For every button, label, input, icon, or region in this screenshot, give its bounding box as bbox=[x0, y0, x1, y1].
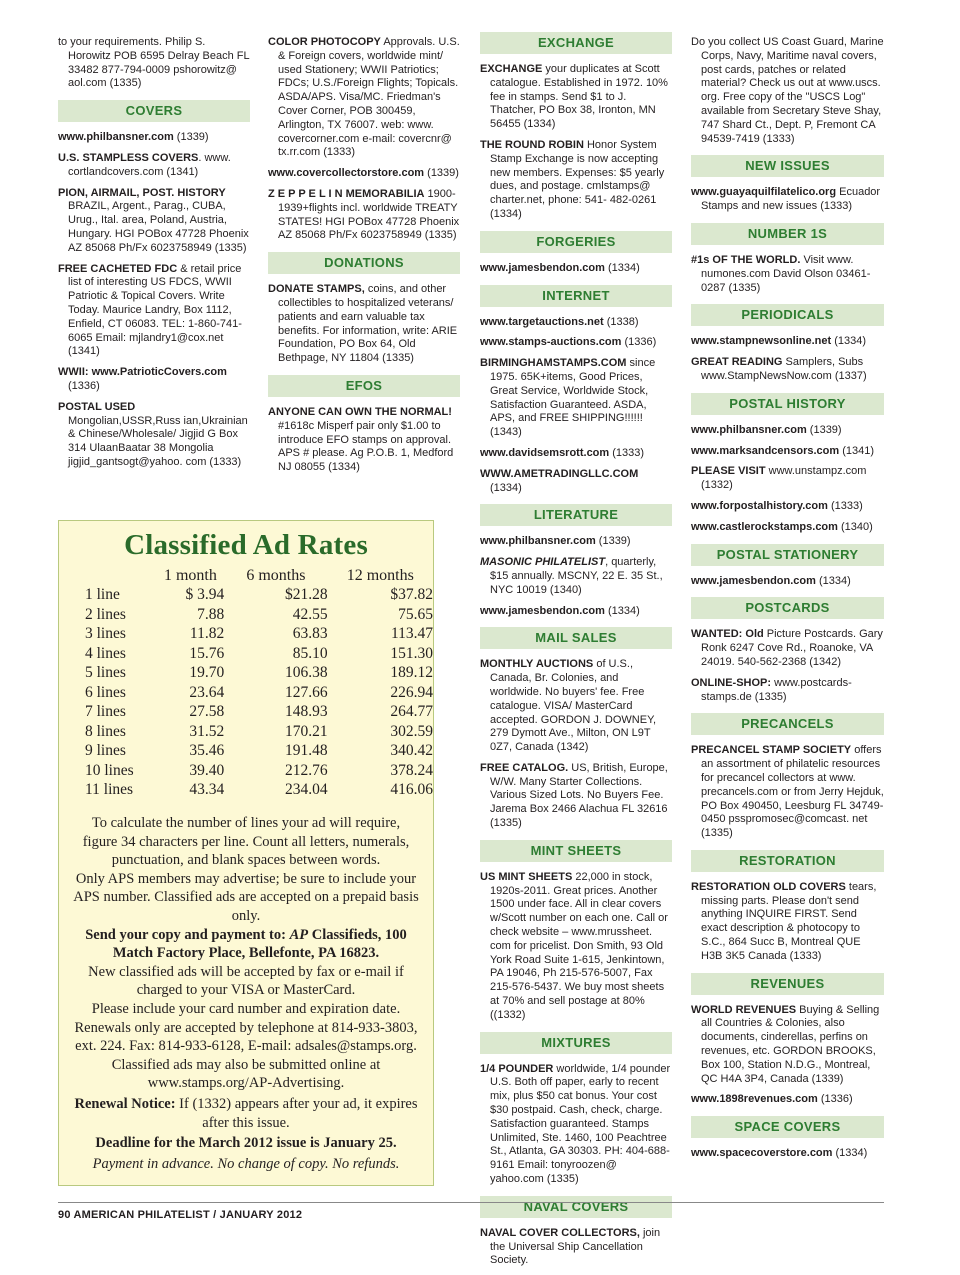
classified-ad: www.guayaquilfilatelico.org Ecuador Stamps and new issues (1333) bbox=[691, 186, 881, 213]
classified-ad: Z E P P E L I N MEMORABILIA 1900-1939+flights incl. worldwide TREATY STATES! HGI POBox 47728 Phoenix AZ 85068 Ph/Fx 6023758949 (1335) bbox=[268, 187, 460, 242]
rate-price-cell: 11.82 bbox=[189, 625, 225, 643]
rate-price-cell: 7.88 bbox=[197, 605, 225, 623]
heading-covers: COVERS bbox=[58, 100, 250, 122]
classified-ad: RESTORATION OLD COVERS tears, missing parts. Please don't send anything INQUIRE FIRST. Send exact description & photocopy to S.C., 864 Succ B, Montreal QUE H3B 3K5 Canada (1333) bbox=[691, 880, 877, 962]
rate-price-cell: 170.21 bbox=[284, 722, 328, 740]
classified-ad: www.targetauctions.net (1338) bbox=[480, 315, 639, 328]
classified-ad: BIRMINGHAMSTAMPS.COM since 1975. 65K+items, Good Prices, Great Service, Worldwide Stock, Satisfaction Guaranteed. ASDA, APS, and FREE SHIPPING!!!!!! (1343) bbox=[480, 357, 656, 439]
classified-ad: ANYONE CAN OWN THE NORMAL! #1618c Misperf pair only $1.00 to introduce EFO stamps on approval. APS # please. Ag P.O.B. 1, Medford NJ 08055 (1334) bbox=[268, 405, 454, 474]
rate-price-cell: $37.82 bbox=[390, 586, 433, 604]
heading-forgeries: FORGERIES bbox=[480, 231, 672, 253]
classified-ad: EXCHANGE your duplicates at Scott catalogue. Established in 1972. 10% fee in stamps. Send $1 to J. Thatcher, PO Box 38, Ironton, MN 56455 (1334) bbox=[480, 63, 668, 131]
header-cell: 1 month bbox=[163, 566, 217, 584]
classified-ad: ONLINE-SHOP: www.postcards-stamps.de (1335) bbox=[691, 676, 852, 703]
heading-new-issues: NEW ISSUES bbox=[691, 155, 884, 177]
rates-title: Classified Ad Rates bbox=[124, 529, 368, 561]
classified-ad: PION, AIRMAIL, POST. HISTORY BRAZIL, Argent., Parag., CUBA, Urug., Ital. area, Poland, Austria, Hungary. HGI POBox 47728 Phoenix AZ 85068 Ph/Fx 6023758949 (1335) bbox=[58, 186, 249, 254]
rate-price-cell: 63.83 bbox=[292, 625, 328, 643]
column-4 bbox=[691, 36, 884, 1168]
rate-price-cell: 189.12 bbox=[390, 664, 433, 682]
heading-naval-covers: NAVAL COVERS bbox=[480, 1196, 672, 1218]
classified-ad: www.jamesbendon.com (1334) bbox=[691, 574, 851, 587]
classified-ad: GREAT READING Samplers, Subs www.StampNewsNow.com (1337) bbox=[691, 356, 867, 382]
rate-lines-cell: 10 lines bbox=[85, 761, 134, 779]
rate-price-cell: 148.93 bbox=[284, 703, 328, 721]
rate-row bbox=[85, 781, 433, 801]
classified-ad: DONATE STAMPS, coins, and other collectibles to hospitalized veterans/ patients and earn valuable tax benefits. For information, write: ARIE Foundation, PO Box 64, Old Bethpage, NY 11804 (1335) bbox=[268, 283, 458, 365]
classified-ad: www.forpostalhistory.com (1333) bbox=[691, 499, 863, 512]
rate-lines-cell: 9 lines bbox=[85, 742, 126, 760]
rate-price-cell: 151.30 bbox=[390, 644, 433, 662]
rate-price-cell: 340.42 bbox=[390, 742, 433, 760]
classified-ad: WWII: www.PatrioticCovers.com (1336) bbox=[58, 366, 227, 392]
ad-intro: to your requirements. Philip S. Horowitz POB 6595 Delray Beach FL 33482 877-794-0009 pshorowitz@ aol.com (1335) bbox=[58, 36, 250, 90]
rate-row bbox=[85, 625, 433, 645]
heading-literature: LITERATURE bbox=[480, 504, 672, 526]
rate-row bbox=[85, 761, 433, 781]
rate-lines-cell: 1 line bbox=[85, 586, 120, 604]
classified-ad: www.1898revenues.com (1336) bbox=[691, 1093, 853, 1106]
rate-price-cell: 27.58 bbox=[189, 703, 225, 721]
rate-row bbox=[85, 644, 433, 664]
rate-price-cell: 35.46 bbox=[189, 742, 225, 760]
heading-mint-sheets: MINT SHEETS bbox=[480, 840, 672, 862]
classified-ad: WWW.AMETRADINGLLC.COM (1334) bbox=[480, 467, 639, 494]
classified-ad: U.S. STAMPLESS COVERS. www. cortlandcovers.com (1341) bbox=[58, 151, 231, 178]
rate-price-cell: 302.59 bbox=[390, 722, 433, 740]
rate-row bbox=[85, 683, 433, 703]
column-1 bbox=[58, 36, 250, 477]
classified-ad: #1s OF THE WORLD. Visit www. numones.com David Olson 03461-0287 (1335) bbox=[691, 253, 871, 294]
rate-price-cell: 19.70 bbox=[189, 664, 225, 682]
header-cell: 6 months bbox=[246, 566, 306, 584]
heading-postal-history: POSTAL HISTORY bbox=[691, 393, 884, 415]
rate-price-cell: 39.40 bbox=[189, 761, 225, 779]
rate-price-cell: $ 3.94 bbox=[185, 586, 225, 604]
heading-internet: INTERNET bbox=[480, 285, 672, 307]
header-cell: 12 months bbox=[346, 566, 414, 584]
heading-postal-stationery: POSTAL STATIONERY bbox=[691, 544, 884, 566]
classified-ad: NAVAL COVER COLLECTORS, join the Universal Ship Cancellation Society. bbox=[480, 1226, 661, 1267]
rates-paragraph: Please include your card number and expiration date. bbox=[91, 1000, 401, 1017]
rates-paragraph: Only APS members may advertise; be sure to include your APS number. Classified ads are accepted on a prepaid basis only. bbox=[73, 870, 419, 924]
rate-price-cell: 42.55 bbox=[292, 605, 328, 623]
classified-ad: US MINT SHEETS 22,000 in stock, 1920s-2011. Great prices. Another 1500 under face. All in clear covers w/Scott number on each one. Call or check website – www.mrussheet. com for pricelist. Don Smith, 93 Old York Road Suite 1-615, Jenkintown, PA 19046, Ph 215-576-5007, Fax 215-576-5437. We buy most sheets at 70% and sell postage at 80% ((1332) bbox=[480, 870, 668, 1021]
classified-ad: www.covercollectorstore.com (1339) bbox=[268, 167, 459, 180]
rates-deadline: Deadline for the March 2012 issue is January 25. bbox=[95, 1135, 397, 1152]
rates-table bbox=[85, 566, 433, 800]
classified-ad: MASONIC PHILATELIST, quarterly, $15 annually. MSCNY, 22 E. 35 St., NYC 10019 (1340) bbox=[480, 556, 663, 596]
heading-efos: EFOS bbox=[268, 375, 460, 397]
classified-ad: COLOR PHOTOCOPY Approvals. U.S. & Foreign covers, worldwide mint/ used Stationery; WWII Patriotics; FDCs; U.S./Foreign Flights; Topicals. ASDA/APS. Visa/MC. Friedman's Cover Corner, POB 300459, Arlington, TX 76007. web: www. covercorner.com e-mail: covercnr@ tx.rr.com (1333) bbox=[268, 36, 460, 159]
rate-row bbox=[85, 586, 433, 606]
heading-donations: DONATIONS bbox=[268, 252, 460, 274]
page-footer bbox=[58, 1202, 884, 1221]
classified-ad: www.philbansner.com (1339) bbox=[58, 131, 209, 144]
classified-ad: WORLD REVENUES Buying & Selling all Countries & Colonies, also documents, cinderellas, perfins on revenues, etc. GORDON BROOKS, Box 100, Station N.D.G., Montreal, QC H4A 3P4, Canada (1339) bbox=[691, 1003, 880, 1085]
rate-row bbox=[85, 742, 433, 762]
rate-price-cell: 191.48 bbox=[284, 742, 328, 760]
heading-revenues: REVENUES bbox=[691, 973, 884, 995]
classified-ad: www.davidsemsrott.com (1333) bbox=[480, 446, 645, 459]
footer-text: 90 AMERICAN PHILATELIST / JANUARY 2012 bbox=[58, 1209, 303, 1221]
column-2 bbox=[268, 36, 460, 482]
rate-price-cell: $21.28 bbox=[284, 586, 328, 604]
rate-price-cell: 226.94 bbox=[390, 683, 433, 701]
classified-ad-rates-box bbox=[58, 520, 434, 1186]
rates-paragraph: New classified ads will be accepted by fax or e-mail if charged to your VISA or MasterCard. bbox=[88, 963, 404, 999]
classified-ad: FREE CATALOG. US, British, Europe, W/W. Many Starter Collections. Various Sized Lots. No Buyers Fee. Jarema Box 2466 Alachua FL 32616 (1335) bbox=[480, 761, 668, 830]
classified-ad: www.philbansner.com (1339) bbox=[480, 535, 631, 548]
heading-restoration: RESTORATION bbox=[691, 850, 884, 872]
classified-ad: THE ROUND ROBIN Honor System Stamp Exchange is now accepting new members. Expenses: $5 yearly dues, and postage. cmlstamps@ charter.net, phone: 541- 482-0261 (1334) bbox=[480, 138, 665, 220]
rates-paragraph: To calculate the number of lines your ad will require, figure 34 characters per line. Count all letters, numerals, punctuation, and blank spaces between words. bbox=[82, 815, 410, 869]
heading-mail-sales: MAIL SALES bbox=[480, 627, 672, 649]
rates-send-to: Send your copy and payment to: AP Classifieds, 100 Match Factory Place, Bellefonte, PA 16823. bbox=[85, 926, 407, 962]
classified-ad: POSTAL USED Mongolian,USSR,Russ ian,Ukrainian & Chinese/Wholesale/ Jigjid G Box 314 UlaanBaatar 38 Mongolia jigjid_gantsogt@yahoo. com (1333) bbox=[58, 400, 248, 468]
classified-ad: www.philbansner.com (1339) bbox=[691, 423, 842, 436]
rate-price-cell: 75.65 bbox=[398, 605, 433, 623]
rate-price-cell: 106.38 bbox=[284, 664, 328, 682]
rate-price-cell: 23.64 bbox=[189, 683, 225, 701]
rate-row bbox=[85, 605, 433, 625]
rate-lines-cell: 11 lines bbox=[85, 781, 134, 799]
heading-periodicals: PERIODICALS bbox=[691, 304, 884, 326]
heading-exchange: EXCHANGE bbox=[480, 32, 672, 54]
classified-ad: PLEASE VISIT www.unstampz.com (1332) bbox=[691, 465, 867, 492]
classified-ad: www.jamesbendon.com (1334) bbox=[480, 604, 640, 617]
rate-price-cell: 378.24 bbox=[390, 761, 433, 779]
rate-row bbox=[85, 722, 433, 742]
rates-renewal: Renewal Notice: If (1332) appears after your ad, it expires after this issue. bbox=[74, 1095, 418, 1131]
rate-price-cell: 31.52 bbox=[189, 722, 225, 740]
classified-ad: www.castlerockstamps.com (1340) bbox=[691, 520, 873, 533]
rates-paragraph: Renewals only are accepted by telephone at 814-933-3803, ext. 224. Fax: 814-933-6128, E-mail: adsales@stamps.org. Classified ads may also be submitted online at www.stamps.org/AP-Advertising. bbox=[74, 1019, 418, 1092]
rates-instructions bbox=[73, 814, 419, 1173]
rates-header-row bbox=[85, 566, 433, 586]
classified-ad: 1/4 POUNDER worldwide, 1/4 pounder U.S. Both off paper, early to recent mix, plus $50 cat bonus. Your cost $30 postpaid. Cash, check, charge. Satisfaction guaranteed. Stamps Unlimited, Ste. 1460, 100 Peachtree St., Atlanta, GA 30303. PH: 404-688-9161 Email: tonyroozen@ yahoo.com (1335) bbox=[480, 1062, 671, 1186]
rate-price-cell: 234.04 bbox=[284, 781, 328, 799]
header-cell bbox=[85, 566, 157, 586]
rate-lines-cell: 4 lines bbox=[85, 644, 126, 662]
rate-price-cell: 264.77 bbox=[390, 703, 433, 721]
rate-lines-cell: 6 lines bbox=[85, 683, 126, 701]
classified-ad: MONTHLY AUCTIONS of U.S., Canada, Br. Colonies, and worldwide. No buyers' fee. Free catalogue. VISA/ MasterCard accepted. GORDON J. DOWNEY, 279 Dymott Ave., Milton, ON L9T 0Z7, Canada (1342) bbox=[480, 658, 657, 754]
rate-price-cell: 85.10 bbox=[292, 644, 328, 662]
heading-number-1s: NUMBER 1S bbox=[691, 223, 884, 245]
heading-mixtures: MIXTURES bbox=[480, 1032, 672, 1054]
rate-lines-cell: 8 lines bbox=[85, 722, 126, 740]
ad-intro: Do you collect US Coast Guard, Marine Corps, Navy, Maritime naval covers, post cards, patches or related material? Check us out at www.uscs. org. Free copy of the "USCS Log" available from Secretary Steve Shay, 747 Shard Ct., Dept. P, Fremont CA 94539-7419 (1333) bbox=[691, 36, 884, 145]
rate-price-cell: 113.47 bbox=[390, 625, 433, 643]
classified-ad: PRECANCEL STAMP SOCIETY offers an assortment of philatelic resources for precancel collectors at www. precancels.com or from Jerry Hejduk, PO Box 490450, Leesburg FL 34749-0450 psspromosec@comcast. net (1335) bbox=[691, 744, 884, 840]
classified-ad: www.jamesbendon.com (1334) bbox=[480, 261, 640, 274]
classified-ad: www.marksandcensors.com (1341) bbox=[691, 444, 875, 457]
classified-ad: www.stampnewsonline.net (1334) bbox=[691, 335, 867, 348]
rate-lines-cell: 7 lines bbox=[85, 703, 126, 721]
rate-price-cell: 416.06 bbox=[390, 781, 433, 799]
rate-row bbox=[85, 664, 433, 684]
rate-price-cell: 15.76 bbox=[189, 644, 225, 662]
heading-postcards: POSTCARDS bbox=[691, 597, 884, 619]
classified-ad: WANTED: Old Picture Postcards. Gary Ronk 6247 Cove Rd., Roanoke, VA 24019. 540-562-2368 (1342) bbox=[691, 628, 883, 668]
rate-lines-cell: 5 lines bbox=[85, 664, 126, 682]
rate-row bbox=[85, 703, 433, 723]
rate-lines-cell: 3 lines bbox=[85, 625, 126, 643]
rate-lines-cell: 2 lines bbox=[85, 605, 126, 623]
heading-space-covers: SPACE COVERS bbox=[691, 1116, 884, 1138]
rate-price-cell: 212.76 bbox=[284, 761, 328, 779]
rate-price-cell: 127.66 bbox=[284, 683, 328, 701]
heading-precancels: PRECANCELS bbox=[691, 713, 884, 735]
column-3 bbox=[480, 32, 672, 1275]
classified-ad: www.spacecoverstore.com (1334) bbox=[691, 1147, 868, 1160]
rates-payment: Payment in advance. No change of copy. No refunds. bbox=[92, 1155, 400, 1172]
classified-ad: www.stamps-auctions.com (1336) bbox=[480, 336, 657, 349]
classified-ad: FREE CACHETED FDC & retail price list of interesting US FDCS, WWII Patriotic & Topical Covers. Write Today. Maurice Landry, Box 1112, Enfield, CT 06083. TEL: 1-860-741-6065 Email: mjlandry1@cox.net (1341) bbox=[58, 262, 242, 358]
rate-price-cell: 43.34 bbox=[189, 781, 225, 799]
